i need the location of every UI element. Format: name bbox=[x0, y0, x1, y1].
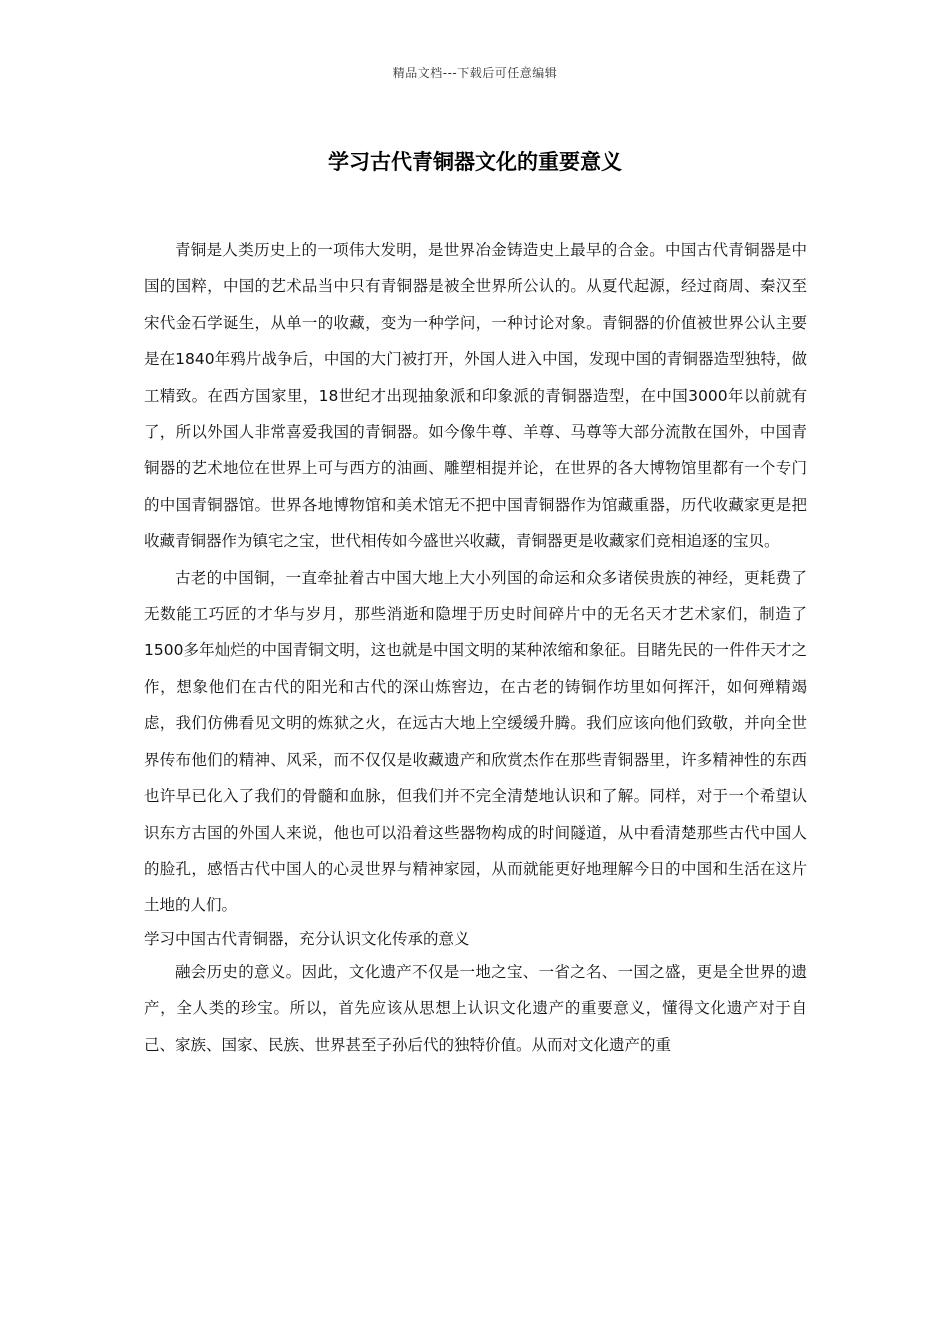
section-paragraph: 融会历史的意义。因此，文化遗产不仅是一地之宝、一省之名、一国之盛，更是全世界的遗产，全人类的珍宝。所以，首先应该从思想上认识文化遗产的重要意义，懂得文化遗产对于自己、家族、国家、民族、世界甚至子孙后代的独特价值。从而对文化遗产的重 bbox=[144, 962, 807, 1054]
document-title: 学习古代青铜器文化的重要意义 bbox=[328, 150, 622, 174]
body-paragraph-2: 古老的中国铜，一直牵扯着古中国大地上大小列国的命运和众多诸侯贵族的神经，更耗费了无数能工巧匠的才华与岁月，那些消逝和隐埋于历史时间碎片中的无名天才艺术家们，制造了1500多年灿烂的中国青铜文明，这也就是中国文明的某种浓缩和象征。目睹先民的一件件天才之作，想象他们在古代的阳光和古代的深山炼窖边，在古老的铸铜作坊里如何挥汗，如何殚精竭虑，我们仿佛看见文明的炼狱之火，在远古大地上空缓缓升腾。我们应该向他们致敬，并向全世界传布他们的精神、风采，而不仅仅是收藏遗产和欣赏杰作在那些青铜器里，许多精神性的东西也许早已化入了我们的骨髓和血脉，但我们并不完全清楚地认识和了解。同样，对于一个希望认识东方古国的外国人来说，他也可以沿着这些器物构成的时间隧道，从中看清楚那些古代中国人的脸孔，感悟古代中国人的心灵世界与精神家园，从而就能更好地理解今日的中国和生活在这片土地的人们。 bbox=[144, 568, 807, 915]
body-paragraph-1: 青铜是人类历史上的一项伟大发明，是世界冶金铸造史上最早的合金。中国古代青铜器是中国的国粹，中国的艺术品当中只有青铜器是被全世界所公认的。从夏代起源，经过商周、秦汉至宋代金石学诞生，从单一的收藏，变为一种学问，一种讨论对象。青铜器的价值被世界公认主要是在1840年鸦片战争后，中国的大门被打开，外国人进入中国，发现中国的青铜器造型独特，做工精致。在西方国家里，18世纪才出现抽象派和印象派的青铜器造型，在中国3000年以前就有了，所以外国人非常喜爱我国的青铜器。如今像牛尊、羊尊、马尊等大部分流散在国外，中国青铜器的艺术地位在世界上可与西方的油画、雕塑相提并论，在世界的各大博物馆里都有一个专门的中国青铜器馆。世界各地博物馆和美术馆无不把中国青铜器作为馆藏重器，历代收藏家更是把收藏青铜器作为镇宅之宝，世代相传如今盛世兴收藏，青铜器更是收藏家们竞相追逐的宝贝。 bbox=[144, 241, 807, 551]
document-body bbox=[144, 232, 807, 1063]
header-note: 精品文档---下载后可任意编辑 bbox=[392, 66, 558, 80]
section-heading: 学习中国古代青铜器，充分认识文化传承的意义 bbox=[144, 929, 470, 948]
